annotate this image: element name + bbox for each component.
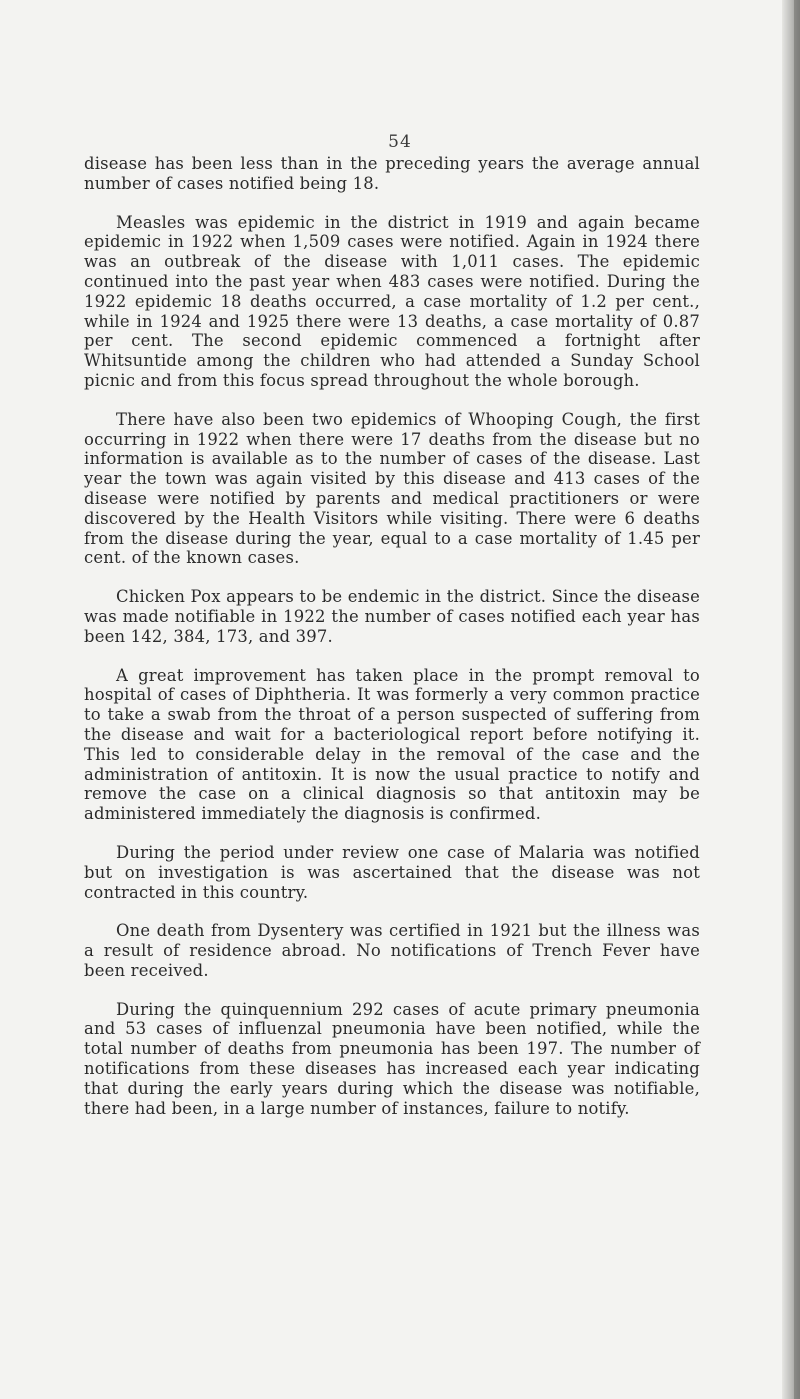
scan-edge-dark	[794, 0, 800, 1399]
page-number: 54	[388, 132, 412, 152]
paragraph-malaria: During the period under review one case of Malaria was notified but on investigation is was ascertained that the disease was not contracted in this country.	[84, 842, 700, 902]
paragraph-continuation: disease has been less than in the preceding years the average annual number of cases notified being 18.	[84, 154, 700, 193]
paragraph-dysentery: One death from Dysentery was certified in 1921 but the illness was a result of residence abroad. No notifications of Trench Fever have been received.	[84, 921, 700, 980]
paragraph-pneumonia: During the quinquennium 292 cases of acute primary pneumonia and 53 cases of influenzal pneumonia have been notified, while the total number of deaths from pneumonia has been 197. The number of notifications from these diseases has increased each year indicating that during the early years during which the disease was notifiable, there had been, in a large number of instances, failure to notify.	[84, 999, 700, 1118]
paragraph-whooping-cough: There have also been two epidemics of Whooping Cough, the first occurring in 1922 when there were 17 deaths from the disease but no information is available as to the number of cases of the disease. Last year the town was again visited by this disease and 413 cases of the disease were notified by parents and medical practitioners or were discovered by the Health Visitors while visiting. There were 6 deaths from the disease during the year, equal to a case mortality of 1.45 per cent. of the known cases.	[84, 409, 700, 568]
paragraph-measles: Measles was epidemic in the district in 1919 and again became epidemic in 1922 when 1,509 cases were notified. Again in 1924 there was an outbreak of the disease with 1,011 cases. The epidemic continued into the past year when 483 cases were notified. During the 1922 epidemic 18 deaths occurred, a case mortality of 1.2 per cent., while in 1924 and 1925 there were 13 deaths, a case mortality of 0.87 per cent. The second epidemic commenced a fortnight after Whitsuntide among the children who had attended a Sunday School picnic and from this focus spread throughout the whole borough.	[84, 212, 700, 390]
body-text	[84, 154, 700, 1137]
paragraph-diphtheria: A great improvement has taken place in the prompt removal to hospital of cases of Diphtheria. It was formerly a very common practice to take a swab from the throat of a person suspected of suffering from the disease and wait for a bacteriological report before notifying it. This led to considerable delay in the removal of the case and the administration of antitoxin. It is now the usual practice to notify and remove the case on a clinical diagnosis so that antitoxin may be administered immediately the diagnosis is confirmed.	[84, 665, 700, 824]
paragraph-chicken-pox: Chicken Pox appears to be endemic in the district. Since the disease was made notifiable in 1922 the number of cases notified each year has been 142, 384, 173, and 397.	[84, 587, 700, 646]
